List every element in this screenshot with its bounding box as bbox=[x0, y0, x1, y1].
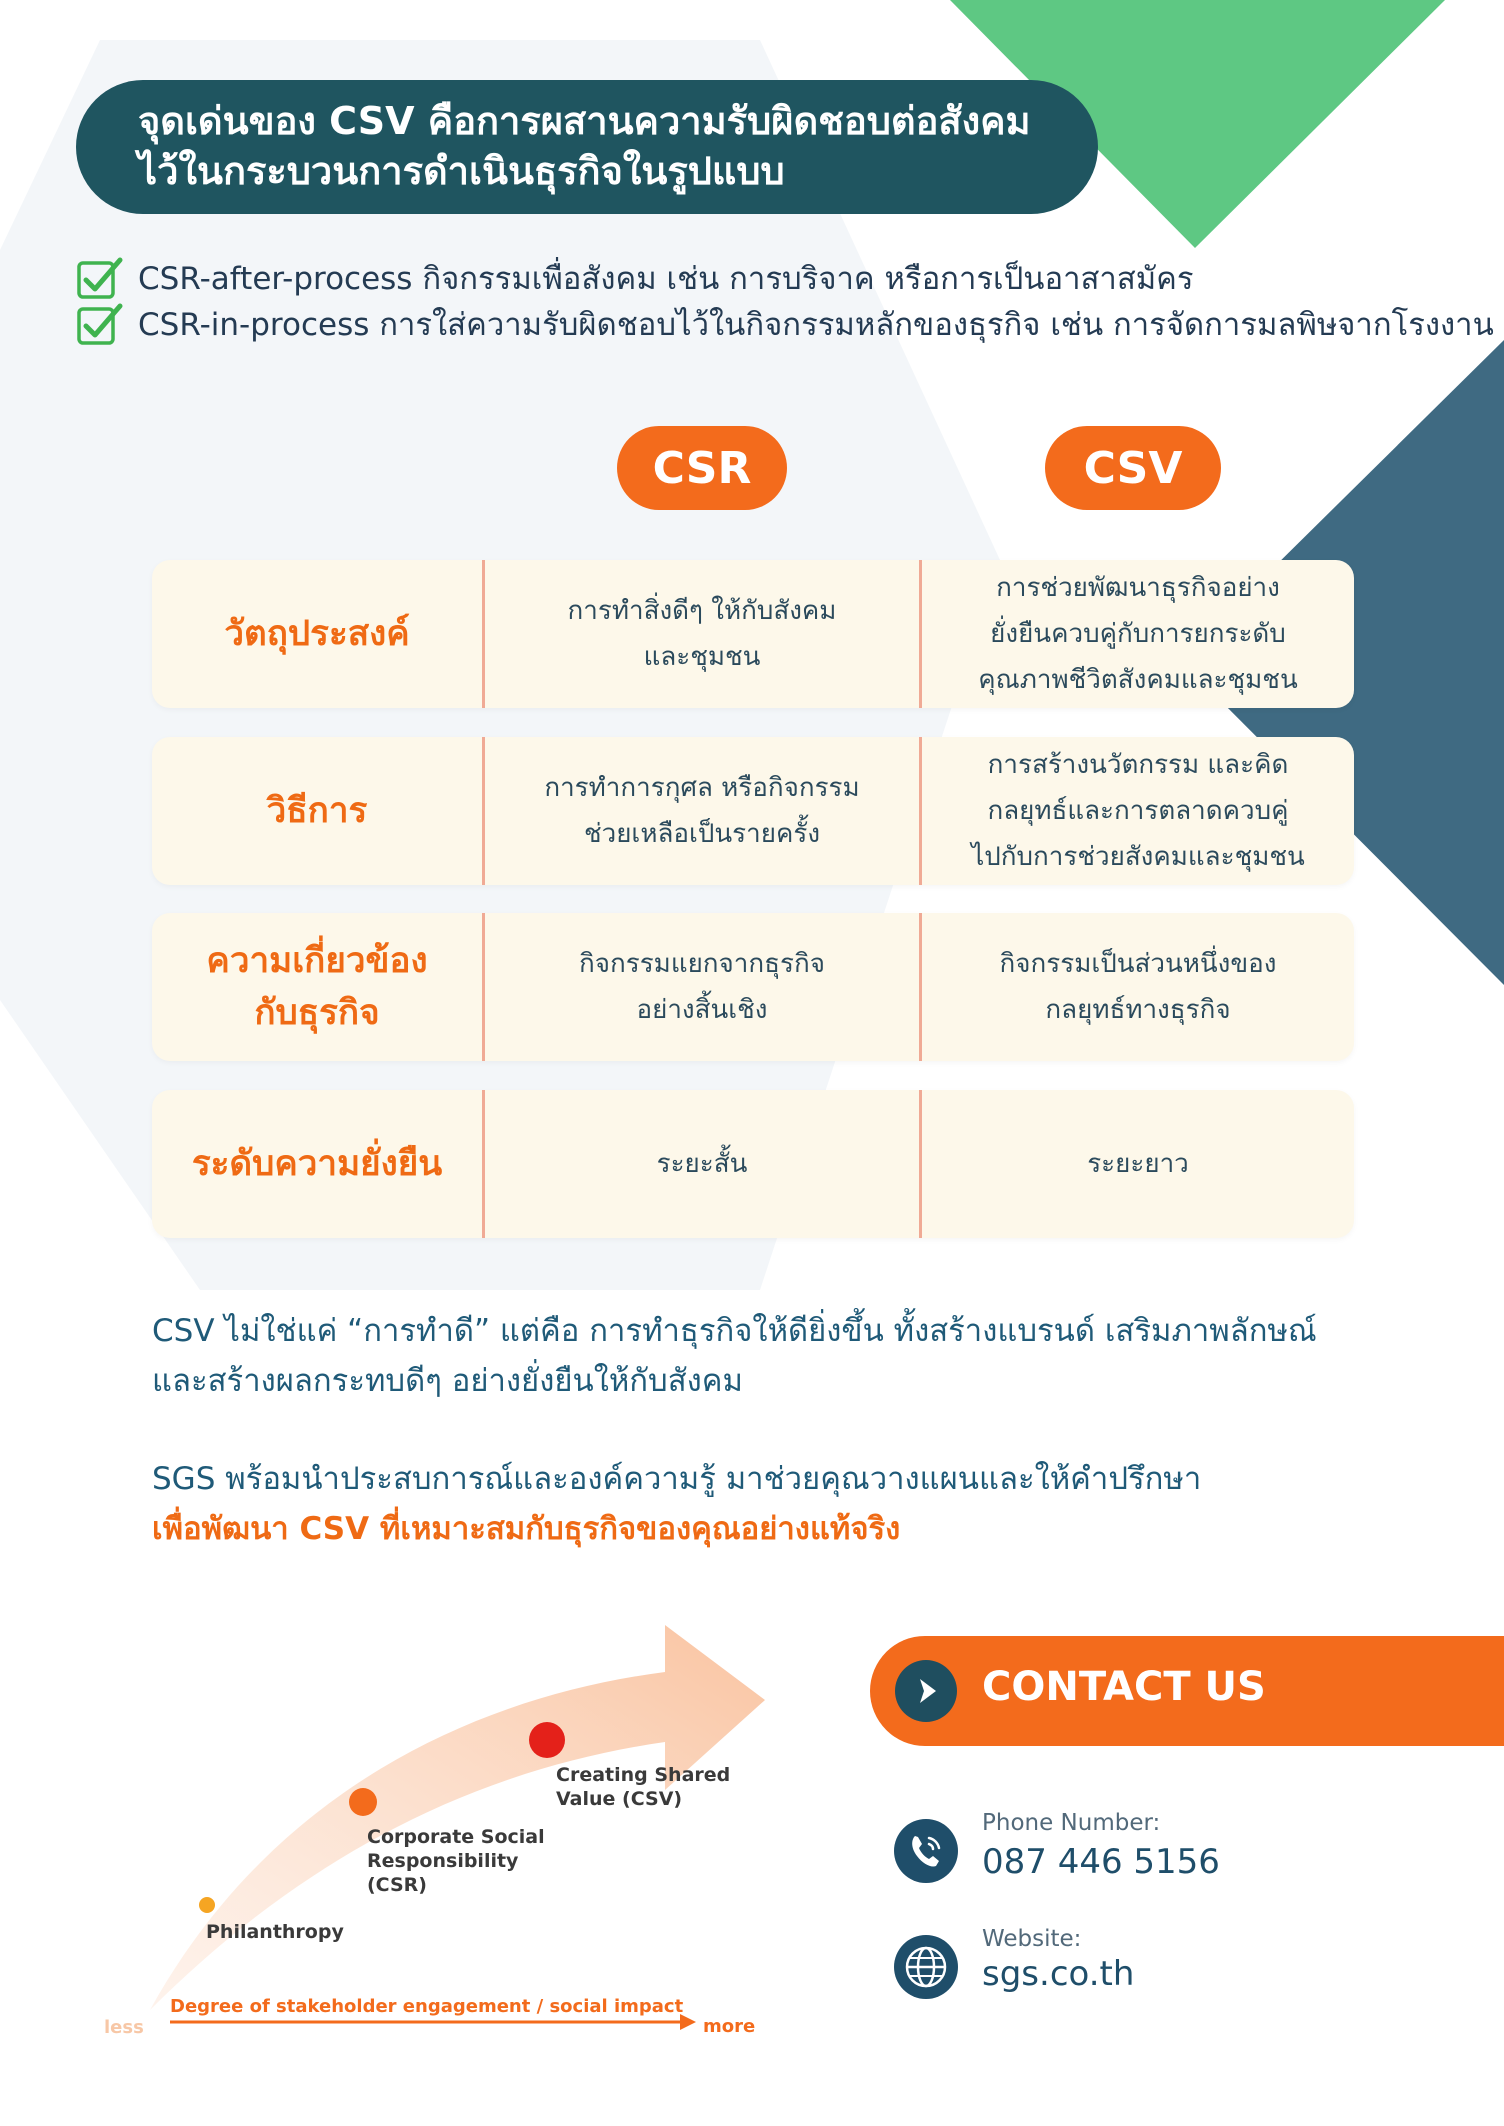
check-item-text: CSR-after-process กิจกรรมเพื่อสังคม เช่น การบริจาค หรือการเป็นอาสาสมัคร bbox=[138, 261, 1194, 297]
header-line-1: จุดเด่นของ CSV คือการผสานความรับผิดชอบต่อสังคม bbox=[138, 99, 1031, 143]
paragraph-sgs-line-1: SGS พร้อมนำประสบการณ์และองค์ความรู้ มาช่วยคุณวางแผนและให้คำปรึกษา bbox=[152, 1461, 1202, 1497]
website-link[interactable]: sgs.co.th bbox=[982, 1954, 1135, 1994]
stage-label-philanthropy: Philanthropy bbox=[206, 1921, 344, 1943]
paragraph-csv-line-2: และสร้างผลกระทบดีๆ อย่างยั่งยืนให้กับสังคม bbox=[152, 1363, 743, 1399]
header-line-2: ไว้ในกระบวนการดำเนินธุรกิจในรูปแบบ bbox=[138, 149, 785, 193]
stage-dot-csr bbox=[349, 1788, 377, 1816]
csv-cell: กิจกรรมเป็นส่วนหนึ่งของ กลยุทธ์ทางธุรกิจ bbox=[999, 949, 1277, 1025]
stage-label-csv: Creating Shared Value (CSV) bbox=[556, 1764, 731, 1810]
csr-cell: การทำการกุศล หรือกิจกรรม ช่วยเหลือเป็นรายครั้ง bbox=[544, 773, 860, 849]
stage-label-csr: Corporate Social Responsibility (CSR) bbox=[367, 1826, 545, 1896]
row-label: ความเกี่ยวข้อง กับธุรกิจ bbox=[206, 941, 428, 1033]
phone-number[interactable]: 087 446 5156 bbox=[982, 1842, 1220, 1882]
paragraph-csv-line-1: CSV ไม่ใช่แค่ “การทำดี” แต่คือ การทำธุรกิจให้ดียิ่งขึ้น ทั้งสร้างแบรนด์ เสริมภาพลักษณ์ bbox=[152, 1313, 1317, 1349]
csr-cell: ระยะสั้น bbox=[656, 1149, 748, 1179]
csv-cell: การสร้างนวัตกรรม และคิด กลยุทธ์และการตลาดควบคู่ ไปกับการช่วยสังคมและชุมชน bbox=[971, 750, 1305, 872]
row-label: วัตถุประสงค์ bbox=[224, 614, 410, 654]
csr-cell: กิจกรรมแยกจากธุรกิจ อย่างสิ้นเชิง bbox=[579, 949, 825, 1025]
website-label: Website: bbox=[982, 1926, 1082, 1952]
contact-us-title: CONTACT US bbox=[982, 1664, 1266, 1710]
axis-label: Degree of stakeholder engagement / social impact bbox=[170, 1996, 684, 2017]
csr-cell: การทำสิ่งดีๆ ให้กับสังคม และชุมชน bbox=[567, 596, 837, 672]
row-label: ระดับความยั่งยืน bbox=[191, 1144, 443, 1184]
globe-icon bbox=[893, 1934, 959, 2000]
growth-arrow bbox=[150, 1625, 765, 2010]
stage-dot-csv bbox=[529, 1722, 565, 1758]
csv-cell: ระยะยาว bbox=[1087, 1149, 1189, 1179]
phone-icon bbox=[893, 1818, 959, 1884]
csv-cell: การช่วยพัฒนาธุรกิจอย่าง ยั่งยืนควบคู่กับการยกระดับ คุณภาพชีวิตสังคมและชุมชน bbox=[978, 573, 1298, 695]
paragraph-sgs-line-2: เพื่อพัฒนา CSV ที่เหมาะสมกับธุรกิจของคุณอย่างแท้จริง bbox=[152, 1511, 901, 1547]
axis-label-less: less bbox=[104, 2017, 144, 2038]
row-label: วิธีการ bbox=[266, 791, 368, 831]
column-badge-csr: CSR bbox=[617, 426, 787, 510]
phone-label: Phone Number: bbox=[982, 1810, 1161, 1836]
axis-label-more: more bbox=[703, 2016, 756, 2037]
column-badge-csv: CSV bbox=[1045, 426, 1221, 510]
play-arrow-icon bbox=[895, 1660, 957, 1722]
stage-dot-philanthropy bbox=[199, 1897, 215, 1913]
check-item-text: CSR-in-process การใส่ความรับผิดชอบไว้ในกิจกรรมหลักของธุรกิจ เช่น การจัดการมลพิษจากโรงงาน bbox=[138, 307, 1494, 343]
